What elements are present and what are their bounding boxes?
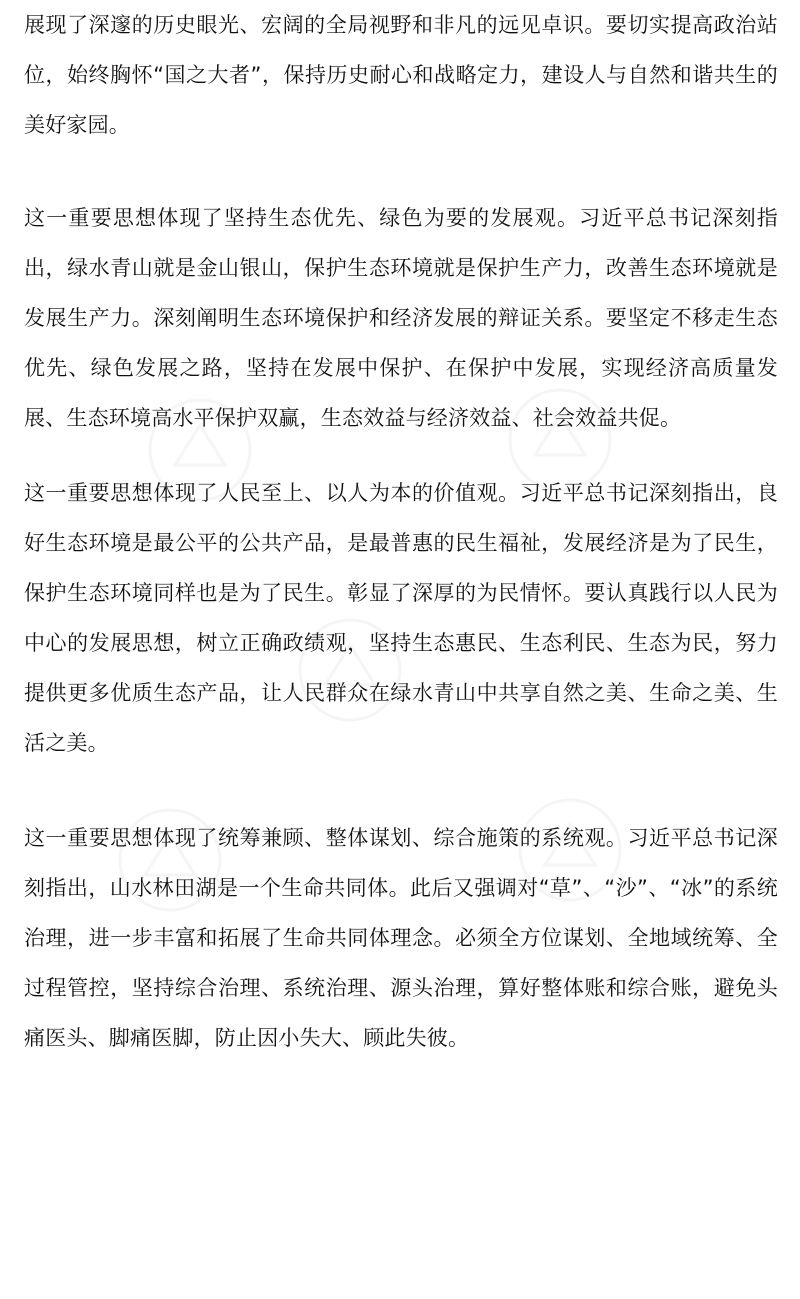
paragraph-2: 这一重要思想体现了坚持生态优先、绿色为要的发展观。习近平总书记深刻指出，绿水青山就是金山银山，保护生态环境就是保护生产力，改善生态环境就是发展生产力。深刻阐明生态环境保护和经济发展的辩证关系。要坚定不移走生态优先、绿色发展之路，坚持在发展中保护、在保护中发展，实现经济高质量发展、生态环境高水平保护双赢，生态效益与经济效益、社会效益共促。 — [24, 206, 778, 430]
paragraph-1: 展现了深邃的历史眼光、宏阔的全局视野和非凡的远见卓识。要切实提高政治站位，始终胸怀“国之大者”，保持历史耐心和战略定力，建设人与自然和谐共生的美好家园。 — [24, 13, 778, 137]
paragraph-3: 这一重要思想体现了人民至上、以人为本的价值观。习近平总书记深刻指出，良好生态环境是最公平的公共产品，是最普惠的民生福祉，发展经济是为了民生，保护生态环境同样也是为了民生。彰显了深厚的为民情怀。要认真践行以人民为中心的发展思想，树立正确政绩观，坚持生态惠民、生态利民、生态为民，努力提供更多优质生态产品，让人民群众在绿水青山中共享自然之美、生命之美、生活之美。 — [24, 481, 778, 755]
paragraph-4: 这一重要思想体现了统筹兼顾、整体谋划、综合施策的系统观。习近平总书记深刻指出，山水林田湖是一个生命共同体。此后又强调对“草”、“沙”、“冰”的系统治理，进一步丰富和拓展了生命共同体理念。必须全方位谋划、全地域统筹、全过程管控，坚持综合治理、系统治理、源头治理，算好整体账和综合账，避免头痛医头、脚痛医脚，防止因小失大、顾此失彼。 — [24, 826, 778, 1050]
